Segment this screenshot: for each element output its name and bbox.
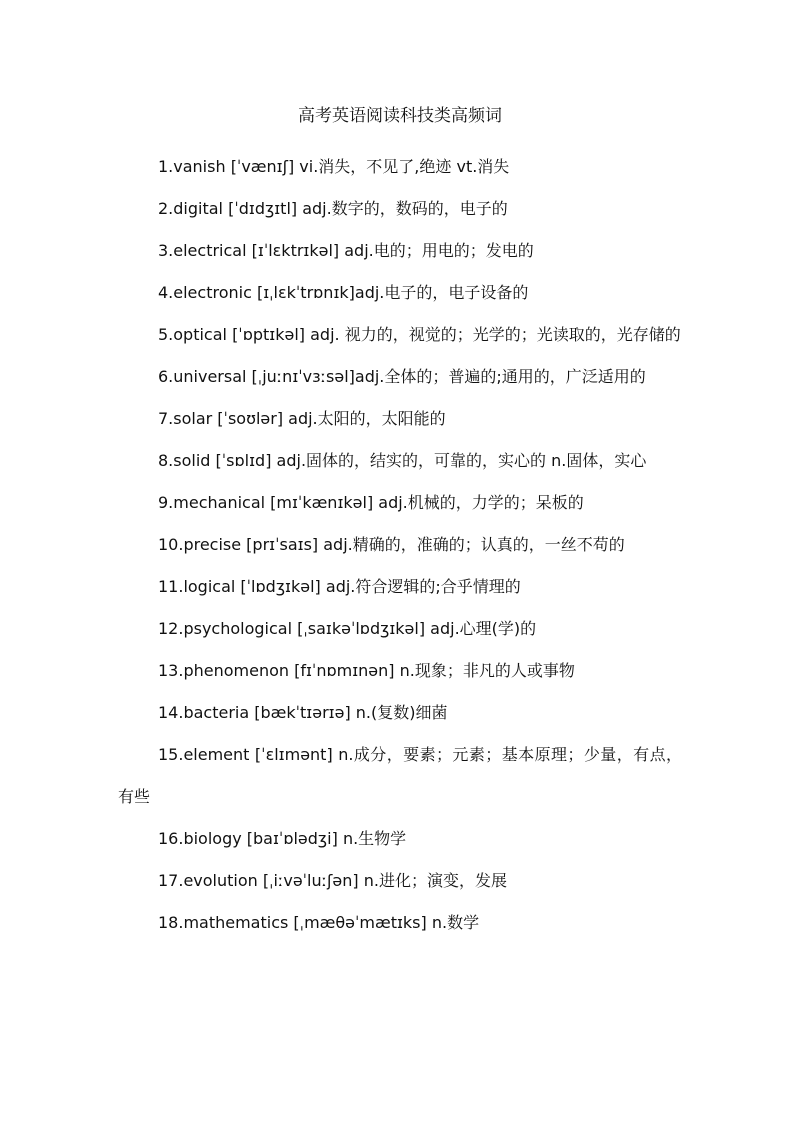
vocab-entry-15: 15.element [ˈɛlɪmənt] n.成分，要素；元素；基本原理；少量，有点，有些	[118, 745, 682, 806]
vocab-entry-3: 3.electrical [ɪˈlɛktrɪkəl] adj.电的；用电的；发电的	[158, 241, 534, 260]
vocab-entry-10: 10.precise [prɪˈsaɪs] adj.精确的，准确的；认真的，一丝不苟的	[158, 535, 625, 554]
vocab-entry-14: 14.bacteria [bækˈtɪərɪə] n.(复数)细菌	[158, 703, 448, 722]
vocab-entry-4: 4.electronic [ɪˌlɛkˈtrɒnɪk]adj.电子的，电子设备的	[158, 283, 529, 302]
vocab-entry-13: 13.phenomenon [fɪˈnɒmɪnən] n.现象；非凡的人或事物	[158, 661, 575, 680]
vocab-entry-9: 9.mechanical [mɪˈkænɪkəl] adj.机械的，力学的；呆板的	[158, 493, 584, 512]
vocab-entry-16: 16.biology [baɪˈɒlədʒi] n.生物学	[158, 829, 407, 848]
vocab-entry-11: 11.logical [ˈlɒdʒɪkəl] adj.符合逻辑的;合乎情理的	[158, 577, 521, 596]
vocab-entry-5: 5.optical [ˈɒptɪkəl] adj. 视力的，视觉的；光学的；光读取的，光存储的	[158, 325, 681, 344]
page-title: 高考英语阅读科技类高频词	[298, 106, 502, 126]
vocab-entry-17: 17.evolution [ˌiːvəˈluːʃən] n.进化；演变，发展	[158, 871, 507, 890]
vocab-entry-2: 2.digital [ˈdɪdʒɪtl] adj.数字的，数码的，电子的	[158, 199, 508, 218]
vocab-entry-12: 12.psychological [ˌsaɪkəˈlɒdʒɪkəl] adj.心理(学)的	[158, 619, 537, 638]
vocab-entry-8: 8.solid [ˈsɒlɪd] adj.固体的，结实的，可靠的，实心的 n.固体，实心	[158, 451, 647, 470]
vocab-entry-18: 18.mathematics [ˌmæθəˈmætɪks] n.数学	[158, 913, 480, 932]
vocab-entry-1: 1.vanish [ˈvænɪʃ] vi.消失，不见了,绝迹 vt.消失	[158, 157, 510, 176]
vocab-entry-7: 7.solar [ˈsoʊlər] adj.太阳的，太阳能的	[158, 409, 446, 428]
vocab-entry-6: 6.universal [ˌjuːnɪˈvɜːsəl]adj.全体的；普遍的;通用的，广泛适用的	[158, 367, 646, 386]
